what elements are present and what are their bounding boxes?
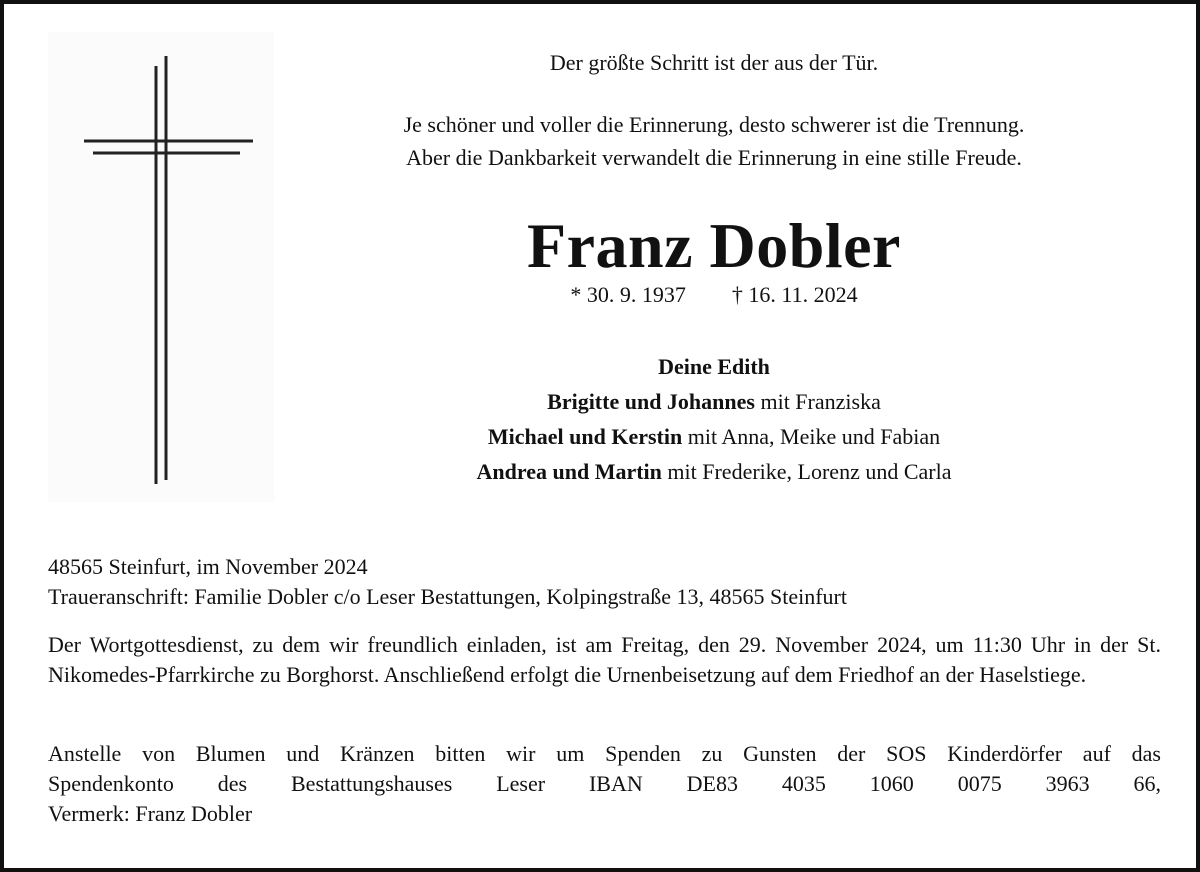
mourner-extra: mit Anna, Meike und Fabian [682, 424, 941, 449]
quote-verse [304, 108, 1124, 174]
mourner-name: Andrea und Martin [476, 459, 662, 484]
mourner-name: Deine Edith [658, 354, 770, 379]
donation-line: Spendenkonto des Bestattungshauses Leser IBAN DE83 4035 1060 0075 3963 66, [48, 771, 1161, 796]
cross-icon [48, 32, 274, 502]
quote-line: Der größte Schritt ist der aus der Tür. [549, 50, 879, 75]
mourner-entry [304, 419, 1124, 454]
mourner-name: Brigitte und Johannes [547, 389, 755, 414]
donation-line: Vermerk: Franz Dobler [48, 801, 253, 826]
place-and-address [48, 552, 1161, 612]
service-info: Der Wortgottesdienst, zu dem wir freundlich einladen, ist am Freitag, den 29. November 2024, um 11:30 Uhr in der St. Nikomedes-Pfarrkirche zu Borghorst. Anschließend erfolgt die Urnenbeisetzung auf dem Friedhof an der Haselstiege. [48, 632, 1161, 687]
birth-date: * 30. 9. 1937 [570, 282, 686, 307]
quote-line: Je schöner und voller die Erinnerung, desto schwerer ist die Trennung. [403, 112, 1025, 137]
donation-info [48, 739, 1161, 829]
deceased-name: Franz Dobler [527, 210, 901, 281]
mourner-extra: mit Franziska [754, 389, 881, 414]
mourner-name: Michael und Kerstin [487, 424, 683, 449]
mourning-address: Traueranschrift: Familie Dobler c/o Leser Bestattungen, Kolpingstraße 13, 48565 Steinfurt [48, 584, 847, 609]
life-dates [304, 280, 1124, 310]
quote-line: Aber die Dankbarkeit verwandelt die Erinnerung in eine stille Freude. [406, 145, 1022, 170]
place-date: 48565 Steinfurt, im November 2024 [48, 554, 368, 579]
donation-line: Anstelle von Blumen und Kränzen bitten wir um Spenden zu Gunsten der SOS Kinderdörfer auf das [48, 741, 1161, 766]
mourner-entry [304, 384, 1124, 419]
mourner-entry [304, 454, 1124, 489]
mourner-entry [304, 349, 1124, 384]
mourners-list [304, 349, 1124, 489]
mourner-extra: mit Frederike, Lorenz und Carla [661, 459, 952, 484]
death-date: † 16. 11. 2024 [731, 282, 858, 307]
